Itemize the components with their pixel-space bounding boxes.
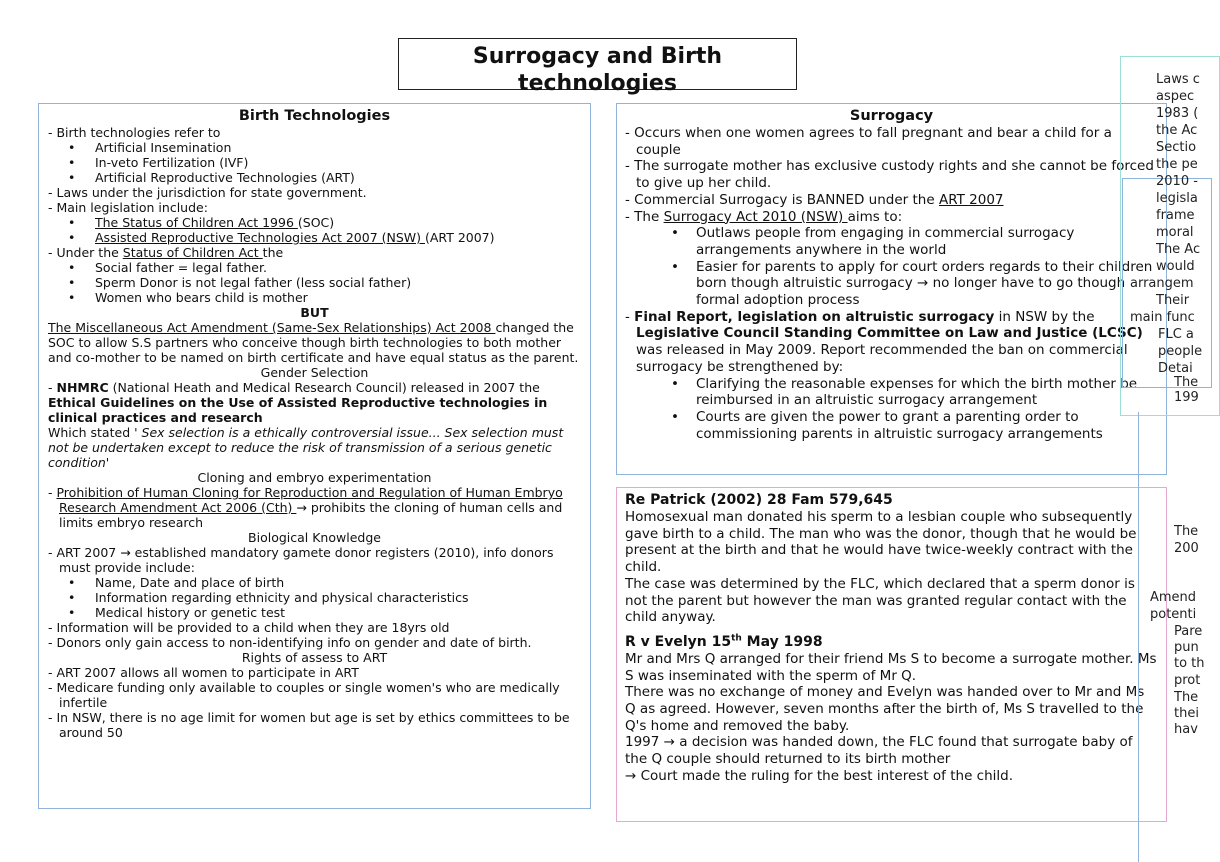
text: R v Evelyn 15 <box>625 633 732 650</box>
donors-line: - Donors only gain access to non-identifying info on gender and date of birth. <box>48 635 532 650</box>
rights-heading: Rights of assess to ART <box>241 650 388 665</box>
nhmrc-line <box>48 380 581 395</box>
overflow-fragment: frame <box>1156 208 1195 223</box>
text: was released in May 2009. Report recommended the ban on commercial surrogacy be strengthened by: <box>636 342 1128 375</box>
page-title: Surrogacy and Birth technologies <box>472 44 723 96</box>
superscript: th <box>731 633 742 644</box>
text: - Under the <box>48 245 123 260</box>
section-heading: Surrogacy <box>849 108 934 124</box>
nhmrc-label: NHMRC <box>56 380 109 395</box>
overflow-fragment: Laws c <box>1156 72 1200 87</box>
overflow-fragment: FLC a <box>1158 327 1194 342</box>
act-link: The Status of Children Act 1996 <box>95 215 298 230</box>
overflow-fragment: main func <box>1130 310 1195 325</box>
act-link: Status of Children Act <box>122 245 263 260</box>
text: - Commercial Surrogacy is BANNED under the <box>625 191 939 208</box>
list-item: • Easier for parents to apply for court orders regards to their children born though altruistic surrogacy → no longer have to go though formal adoption process <box>625 259 1158 309</box>
overflow-fragment: 2010 - <box>1156 174 1198 189</box>
overflow-fragment: thei <box>1174 706 1199 721</box>
commercial-line <box>625 192 1158 209</box>
misc-act-paragraph <box>48 320 581 365</box>
intro-line: - Birth technologies refer to <box>48 125 221 140</box>
list-item: • Courts are given the power to grant a parenting order to commissioning parents in altruistic surrogacy arrangements <box>625 409 1158 442</box>
list-item: • Clarifying the reasonable expenses for which the birth mother be reimbursed in an altruistic surrogacy arrangement <box>625 376 1158 409</box>
birth-technologies-section <box>38 103 591 809</box>
overflow-fragment: Their <box>1156 293 1190 308</box>
surrogacy-section <box>616 103 1167 475</box>
text: the <box>262 245 284 260</box>
overflow-fragment: 1983 ( <box>1156 106 1199 121</box>
act-link: Surrogacy Act 2010 (NSW) <box>663 208 848 225</box>
act-abbrev: (SOC) <box>297 215 335 230</box>
cases-section <box>616 487 1167 822</box>
surrogacy-line: - The surrogate mother has exclusive custody rights and she cannot be forced to give up her child. <box>625 158 1154 192</box>
overflow-fragment: the Ac <box>1156 123 1198 138</box>
committee-name: Legislative Council Standing Committee on Law and Justice (LCSC) <box>636 325 1143 342</box>
list-item <box>48 230 581 245</box>
gender-selection-heading: Gender Selection <box>260 365 369 380</box>
quote: ' Sex selection is a ethically controversial issue... Sex selection must not be undertaken except to reduce the risk of transmission of a serious genetic condition' <box>48 425 564 470</box>
cloning-heading: Cloning and embryo experimentation <box>197 470 432 485</box>
overflow-fragment: to th <box>1174 656 1205 671</box>
text: Which stated <box>48 425 135 440</box>
overflow-fragment: legisla <box>1156 191 1198 206</box>
overflow-fragment: Sectio <box>1156 140 1197 155</box>
overflow-fragment: pun <box>1174 640 1199 655</box>
art-line: - ART 2007 → established mandatory gamete donor registers (2010), info donors must provide include: <box>48 545 554 575</box>
case-text: The case was determined by the FLC, which declared that a sperm donor is not the parent but however the man was granted regular contact with the child anyway. <box>625 575 1135 626</box>
act-link: ART 2007 <box>938 191 1004 208</box>
section-heading: Birth Technologies <box>238 108 391 124</box>
overflow-fragment: potenti <box>1150 607 1197 622</box>
text: - <box>625 308 635 325</box>
overflow-fragment: the pe <box>1156 157 1198 172</box>
rights-line: - ART 2007 allows all women to participate in ART <box>48 665 359 680</box>
text: → prohibits the cloning of human cells and limits embryo research <box>59 500 563 530</box>
laws-line: - Laws under the jurisdiction for state government. <box>48 185 367 200</box>
list-item: • Sperm Donor is not legal father (less social father) <box>48 275 581 290</box>
but-heading: BUT <box>300 305 329 320</box>
text: May 1998 <box>741 633 823 650</box>
case-text: Homosexual man donated his sperm to a lesbian couple who subsequently gave birth to a child. The man who was the donor, though that he would be present at the birth and that he would have twice-weekly contract with the child. <box>625 509 1137 576</box>
title-box <box>398 38 797 96</box>
list-item: • In-veto Fertilization (IVF) <box>48 155 581 170</box>
list-item <box>48 215 581 230</box>
overflow-fragment: hav <box>1174 722 1198 737</box>
overflow-fragment: moral <box>1156 225 1194 240</box>
main-legislation-line: - Main legislation include: <box>48 200 208 215</box>
act-link: The Miscellaneous Act Amendment (Same-Sex Relationships) Act 2008 <box>48 320 496 335</box>
rights-line: - Medicare funding only available to couples or single women's who are medically infertile <box>48 680 560 710</box>
final-report-paragraph <box>625 309 1158 376</box>
act-abbrev: (ART 2007) <box>425 230 495 245</box>
case-title: Re Patrick (2002) 28 Fam 579,645 <box>625 492 893 508</box>
text: changed the SOC to allow S.S partners who conceive though birth technologies to both mother and co-mother to be named on birth certificate and have equal status as the parent. <box>48 320 579 365</box>
overflow-fragment: aspec <box>1156 89 1195 104</box>
ethical-guidelines: Ethical Guidelines on the Use of Assisted Reproductive technologies in clinical practices and research <box>48 395 548 425</box>
overflow-fragment: The Ac <box>1156 242 1201 257</box>
overflow-fragment: Detai <box>1158 361 1193 376</box>
surrogacy-line: - Occurs when one women agrees to fall pregnant and bear a child for a couple <box>625 125 1112 158</box>
case-text: 1997 → a decision was handed down, the FLC found that surrogate baby of the Q couple should returned to its birth mother <box>625 734 1133 768</box>
list-item: • Name, Date and place of birth <box>48 575 581 590</box>
overflow-fragment: would <box>1156 259 1195 274</box>
text: (National Heath and Medical Research Council) released in 2007 the <box>108 380 540 395</box>
text: - The <box>625 208 664 225</box>
text: - <box>48 380 57 395</box>
overflow-fragment: Amend <box>1150 590 1197 605</box>
list-item: • Artificial Reproductive Technologies (ART) <box>48 170 581 185</box>
case-title <box>625 634 1158 651</box>
overflow-fragment: The <box>1174 375 1199 390</box>
overflow-fragment: arrangem <box>1130 276 1194 291</box>
list-item: • Women who bears child is mother <box>48 290 581 305</box>
report-title: Final Report, legislation on altruistic surrogacy <box>634 308 995 325</box>
list-item: • Artificial Insemination <box>48 140 581 155</box>
text: in NSW by the <box>994 308 1095 325</box>
overflow-fragment: The <box>1174 524 1199 539</box>
case-text: Mr and Mrs Q arranged for their friend Ms S to become a surrogate mother. Ms S was inseminated with the sperm of Mr Q. <box>625 650 1157 684</box>
quote-paragraph <box>48 425 581 470</box>
under-line <box>48 245 581 260</box>
list-item: • Outlaws people from engaging in commercial surrogacy arrangements anywhere in the world <box>625 225 1158 258</box>
info-line: - Information will be provided to a child when they are 18yrs old <box>48 620 450 635</box>
overflow-fragment: 199 <box>1174 390 1199 405</box>
overflow-fragment: people <box>1158 344 1203 359</box>
act-line <box>625 209 1158 226</box>
list-item: • Social father = legal father. <box>48 260 581 275</box>
biological-heading: Biological Knowledge <box>248 530 381 545</box>
case-text: → Court made the ruling for the best interest of the child. <box>625 767 1014 784</box>
list-item: • Information regarding ethnicity and physical characteristics <box>48 590 581 605</box>
overflow-fragment: The <box>1174 690 1199 705</box>
overflow-fragment: Pare <box>1174 624 1203 639</box>
prohibition-line: - Prohibition of Human Cloning for Reproduction and Regulation of Human Embryo Research Amendment Act 2006 (Cth) → prohibits the cloning of human cells and limits embryo research <box>48 485 563 530</box>
rights-line: - In NSW, there is no age limit for women but age is set by ethics committees to be around 50 <box>48 710 570 740</box>
case-text: There was no exchange of money and Evelyn was handed over to Mr and Ms Q as agreed. However, seven months after the birth of, Ms S travelled to the Q's home and removed the baby. <box>625 684 1145 734</box>
text: aims to: <box>847 208 903 225</box>
act-link: Assisted Reproductive Technologies Act 2007 (NSW) <box>95 230 425 245</box>
list-item: • Medical history or genetic test <box>48 605 581 620</box>
overflow-fragment: prot <box>1174 673 1201 688</box>
overflow-fragment: 200 <box>1174 541 1199 556</box>
act-link: Prohibition of Human Cloning for Reproduction and Regulation of Human Embryo Research Amendment Act 2006 (Cth) <box>56 485 563 515</box>
